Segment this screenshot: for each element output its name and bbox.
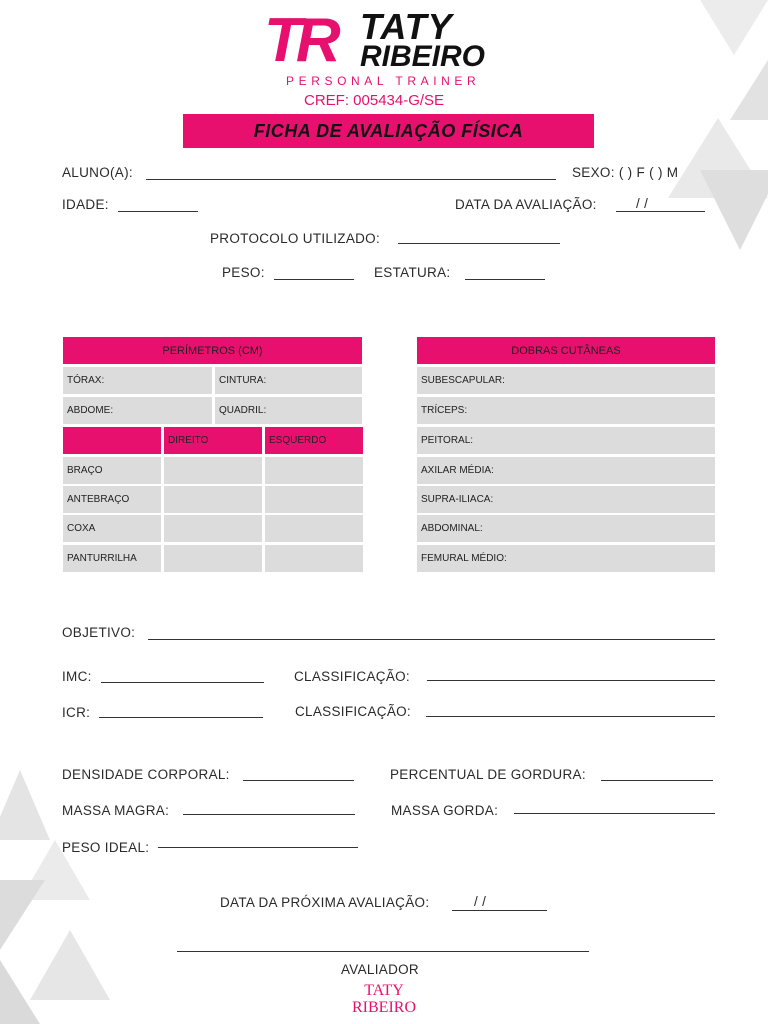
fat-mass-field[interactable] — [514, 813, 715, 814]
right-side-header: DIREITO — [164, 427, 262, 454]
form-title: FICHA DE AVALIAÇÃO FÍSICA — [253, 120, 524, 141]
cintura-cell[interactable]: CINTURA: — [215, 367, 362, 394]
skinfold-row[interactable]: TRÍCEPS: — [417, 397, 715, 424]
skinfold-row[interactable]: PEITORAL: — [417, 427, 715, 454]
logo-monogram: TR — [264, 6, 335, 75]
height-label: ESTATURA: — [374, 265, 451, 280]
skinfold-row[interactable]: ABDOMINAL: — [417, 515, 715, 542]
perimeters-header: PERÍMETROS (CM) — [63, 337, 362, 364]
student-field[interactable] — [146, 179, 556, 180]
limb-right-cell[interactable] — [164, 545, 262, 572]
logo-name-line2: RIBEIRO — [360, 40, 486, 73]
lean-mass-field[interactable] — [183, 814, 355, 815]
skinfolds-header: DOBRAS CUTÂNEAS — [417, 337, 715, 364]
evaluation-date-label: DATA DA AVALIAÇÃO: — [455, 197, 597, 212]
logo-tagline: PERSONAL TRAINER — [286, 74, 481, 88]
next-evaluation-slashes: / / — [474, 894, 487, 909]
limb-row-label: PANTURRILHA — [63, 545, 161, 572]
body-density-label: DENSIDADE CORPORAL: — [62, 767, 230, 782]
ideal-weight-label: PESO IDEAL: — [62, 840, 150, 855]
protocol-label: PROTOCOLO UTILIZADO: — [210, 231, 381, 246]
age-label: IDADE: — [62, 197, 109, 212]
weight-label: PESO: — [222, 265, 265, 280]
footer-brand-line2: RIBEIRO — [352, 999, 416, 1016]
skinfold-row[interactable]: FEMURAL MÉDIO: — [417, 545, 715, 572]
icr-label: ICR: — [62, 705, 91, 720]
height-field[interactable] — [465, 279, 545, 280]
imc-classification-label: CLASSIFICAÇÃO: — [294, 669, 410, 684]
skinfold-row[interactable]: AXILAR MÉDIA: — [417, 457, 715, 484]
imc-classification-field[interactable] — [427, 680, 715, 681]
limb-right-cell[interactable] — [164, 457, 262, 484]
objective-field[interactable] — [148, 639, 715, 640]
weight-field[interactable] — [274, 279, 354, 280]
limb-header-blank — [63, 427, 161, 454]
age-field[interactable] — [118, 211, 198, 212]
limb-left-cell[interactable] — [265, 486, 363, 513]
evaluator-signature-field[interactable] — [177, 951, 589, 952]
limb-left-cell[interactable] — [265, 515, 363, 542]
cref-number: CREF: 005434-G/SE — [304, 92, 445, 109]
body-density-field[interactable] — [243, 780, 354, 781]
limb-row-label: BRAÇO — [63, 457, 161, 484]
evaluator-label: AVALIADOR — [341, 962, 419, 977]
imc-label: IMC: — [62, 669, 92, 684]
evaluation-date-field[interactable] — [616, 211, 705, 212]
limb-row-label: COXA — [63, 515, 161, 542]
icr-classification-field[interactable] — [426, 716, 715, 717]
icr-field[interactable] — [99, 717, 263, 718]
icr-classification-label: CLASSIFICAÇÃO: — [295, 704, 411, 719]
protocol-field[interactable] — [398, 243, 560, 244]
limb-left-cell[interactable] — [265, 457, 363, 484]
fat-mass-label: MASSA GORDA: — [391, 803, 499, 818]
evaluation-date-slashes: / / — [636, 196, 649, 211]
fat-percentage-label: PERCENTUAL DE GORDURA: — [390, 767, 586, 782]
limb-row-label: ANTEBRAÇO — [63, 486, 161, 513]
sex-label: SEXO: ( ) F ( ) M — [572, 165, 679, 180]
next-evaluation-field[interactable] — [452, 910, 547, 911]
left-side-header: ESQUERDO — [265, 427, 363, 454]
limb-left-cell[interactable] — [265, 545, 363, 572]
limb-right-cell[interactable] — [164, 486, 262, 513]
lean-mass-label: MASSA MAGRA: — [62, 803, 170, 818]
objective-label: OBJETIVO: — [62, 625, 136, 640]
form-title-banner — [183, 114, 594, 148]
footer-brand-line1: TATY — [364, 982, 404, 999]
limb-right-cell[interactable] — [164, 515, 262, 542]
skinfold-row[interactable]: SUBESCAPULAR: — [417, 367, 715, 394]
logo-name-line1: TATY — [360, 6, 453, 47]
ideal-weight-field[interactable] — [158, 847, 358, 848]
torax-cell[interactable]: TÓRAX: — [63, 367, 212, 394]
student-label: ALUNO(A): — [62, 165, 133, 180]
imc-field[interactable] — [101, 682, 264, 683]
abdome-cell[interactable]: ABDOME: — [63, 397, 212, 424]
skinfold-row[interactable]: SUPRA-ILIACA: — [417, 486, 715, 513]
fat-percentage-field[interactable] — [601, 780, 713, 781]
quadril-cell[interactable]: QUADRIL: — [215, 397, 362, 424]
next-evaluation-label: DATA DA PRÓXIMA AVALIAÇÃO: — [220, 895, 430, 910]
